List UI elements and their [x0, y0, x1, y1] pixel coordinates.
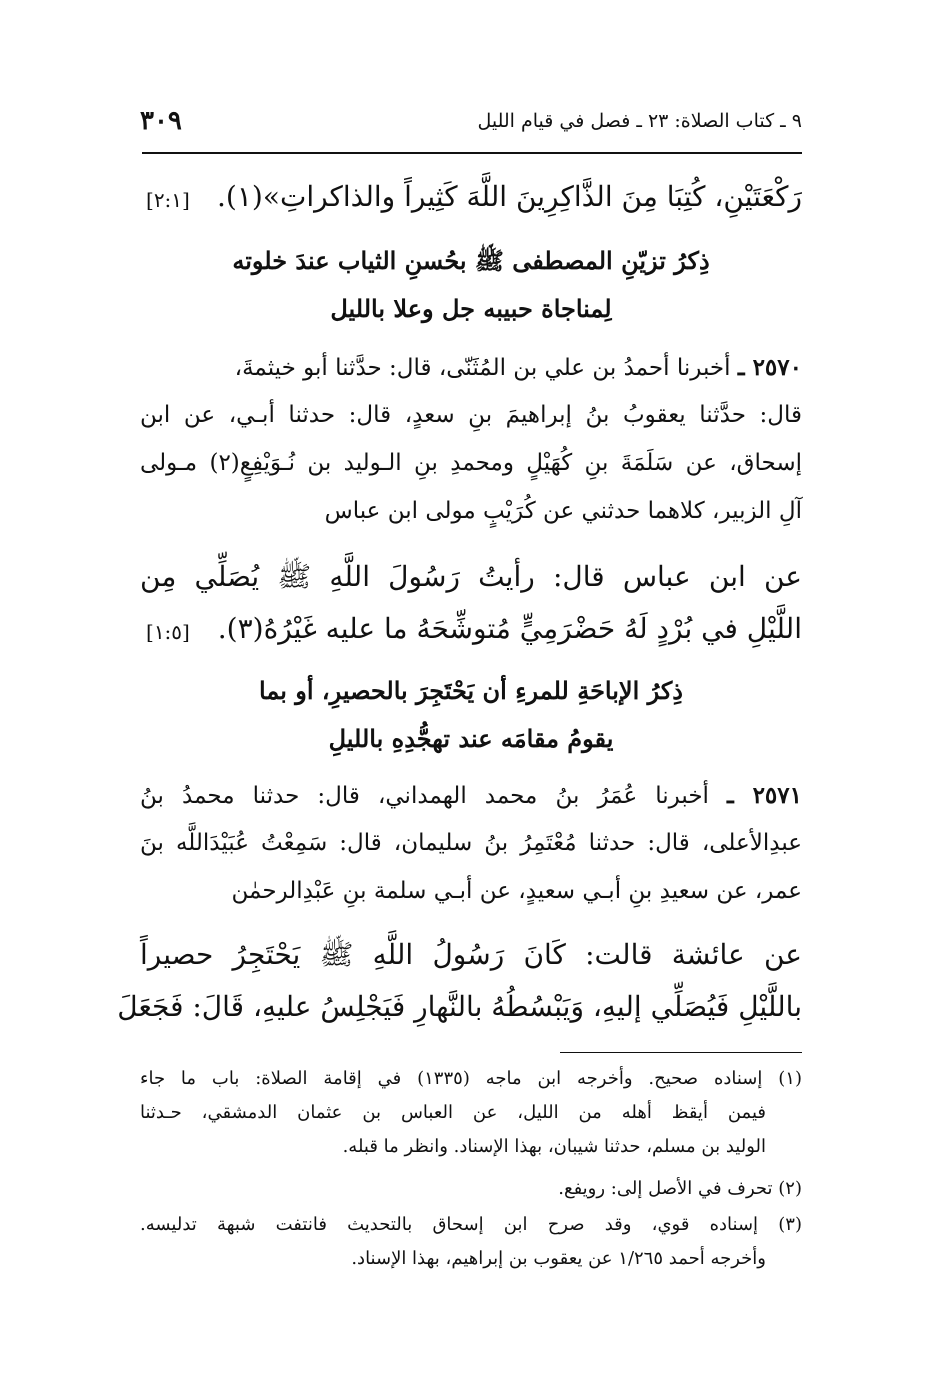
- hadith-number: ٢٥٧١ ـ: [727, 782, 802, 809]
- footnote-2: [140, 1178, 802, 1199]
- footnote-3-line-1: [140, 1214, 802, 1235]
- chapter-heading-1-line-1: ذِكرُ تزيّنِ المصطفى ﷺ بحُسنِ الثياب عندَ خلوته: [232, 246, 710, 275]
- running-title: ٩ ـ كتاب الصلاة: ٢٣ ـ فصل في قيام الليل: [477, 110, 802, 132]
- chapter-heading-1-line-2: لِمناجاة حبيبه جل وعلا بالليل: [330, 294, 612, 323]
- isnad-line: عبدِالأعلى، قال: حدثنا مُعْتَمِرُ بنُ سليمان، قال: سَمِعْتُ عُبَيْدَاللَّه بنَ: [140, 830, 802, 856]
- footnote-text: إسناده قوي، وقد صرح ابن إسحاق بالتحديث فانتفت شبهة تدليسه.: [140, 1214, 759, 1235]
- footnote-1-line-1: [140, 1068, 802, 1089]
- matn-line: اللَّيْلِ في بُرْدٍ لَهُ حَضْرَمِيٍّ مُتوشِّحَهُ ما عليه غَيْرُهُ(٣).: [217, 612, 802, 645]
- footnote-marker: (٢): [778, 1178, 802, 1199]
- matn-line: عن عائشة قالت: كَانَ رَسُولُ اللَّهِ ﷺ يَحْتَجِرُ حصيراً: [140, 938, 802, 971]
- isnad-line: إسحاق، عن سَلَمَةَ بنِ كُهَيْلٍ ومحمدِ بنِ الـوليد بن نُـوَيْفِعٍ(٢) مـولى: [140, 450, 802, 476]
- opening-line: رَكْعَتَيْنِ، كُتِبَا مِنَ الذَّاكِرِينَ اللَّهَ كَثِيراً والذاكراتِ»(١).: [217, 180, 802, 213]
- hadith-2571-first-line: [140, 782, 802, 809]
- footnote-marker: (١): [778, 1068, 802, 1089]
- header-rule: [142, 152, 802, 154]
- footnote-marker: (٣): [778, 1214, 802, 1235]
- isnad-line: قال: حدَّثنا يعقوبُ بنُ إبراهيمَ بنِ سعدٍ، قال: حدثنا أبـي، عن ابن: [140, 402, 802, 428]
- footnote-rule: [560, 1052, 802, 1053]
- footnote-text: إسناده صحيح. وأخرجه ابن ماجه (١٣٣٥) في إقامة الصلاة: باب ما جاء: [140, 1068, 763, 1089]
- chapter-heading-2-line-1: ذِكرُ الإباحَةِ للمرءِ أن يَحْتَجِرَ بالحصيرِ، أو بما: [259, 676, 683, 705]
- isnad-line: عمر، عن سعيدِ بنِ أبـي سعيدٍ، عن أبـي سلمة بنِ عَبْدِالرحمٰن: [231, 878, 802, 904]
- isnad-text: أخبرنا أحمدُ بن علي بن المُثَنّى، قال: حدَّثنا أبو خيثمةَ،: [234, 355, 731, 381]
- matn-line: عن ابن عباس قال: رأيتُ رَسُولَ اللَّهِ ﷺ يُصَلِّي مِن: [140, 560, 802, 593]
- matn-line: باللَّيْلِ فَيُصَلِّي إليهِ، وَيَبْسُطُهُ بالنَّهارِ فَيَجْلِسُ عليهِ، قَالَ: فَجَعَلَ: [117, 990, 802, 1023]
- footnote-3-line-2: وأخرجه أحمد ١/٢٦٥ عن يعقوب بن إبراهيم، بهذا الإسناد.: [351, 1248, 766, 1269]
- hadith-2570-ref: [١:٥]: [146, 620, 190, 644]
- footnote-1-line-2: فيمن أيقظ أهله من الليل، عن العباس بن عثمان الدمشقي، حـدثنا: [140, 1102, 766, 1123]
- isnad-line: آلِ الزبير، كلاهما حدثني عن كُرَيْبٍ مولى ابن عباس: [324, 498, 802, 524]
- isnad-text: أخبرنا عُمَرُ بنُ محمد الهمداني، قال: حدثنا محمدُ بنُ: [140, 783, 709, 809]
- footnote-text: تحرف في الأصل إلى: رويفع.: [558, 1178, 773, 1199]
- opening-ref: [٢:١]: [146, 188, 190, 212]
- hadith-number: ٢٥٧٠ ـ: [737, 354, 802, 381]
- hadith-2570-first-line: [140, 354, 802, 381]
- footnote-1-line-3: الوليد بن مسلم، حدثنا شيبان، بهذا الإسناد. وانظر ما قبله.: [342, 1136, 766, 1157]
- chapter-heading-2-line-2: يقومُ مقامَه عند تهجُّدِهِ بالليلِ: [328, 724, 614, 753]
- page-number: ٣٠٩: [140, 106, 182, 136]
